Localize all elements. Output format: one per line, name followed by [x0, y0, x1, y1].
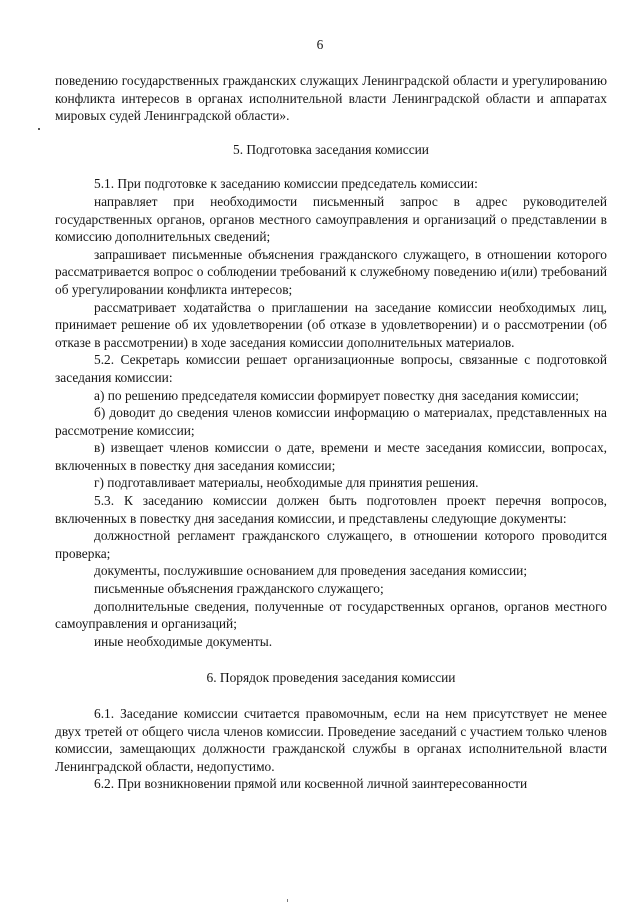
scan-speck — [287, 899, 288, 902]
paragraph-5-2: 5.2. Секретарь комиссии решает организационные вопросы, связанные с подготовкой заседания комиссии: — [55, 352, 607, 385]
paragraph-5-1: 5.1. При подготовке к заседанию комиссии председатель комиссии: — [94, 176, 478, 192]
list-item: г) подготавливает материалы, необходимые для принятия решения. — [94, 475, 479, 491]
list-item: а) по решению председателя комиссии формирует повестку дня заседания комиссии; — [94, 387, 579, 403]
list-item: рассматривает ходатайства о приглашении на заседание комиссии необходимых лиц, принимает решение об их удовлетворении (об отказе в удовлетворении) и о рассмотрении (об отказе в рассмотрении) в ходе заседания комиссии дополнительных материалов. — [55, 299, 607, 350]
list-item: должностной регламент гражданского служащего, в отношении которого проводится проверка; — [55, 528, 607, 561]
list-item: в) извещает членов комиссии о дате, времени и месте заседания комиссии, вопросах, включенных в повестку дня заседания комиссии; — [55, 440, 607, 473]
paragraph-6-2: 6.2. При возникновении прямой или косвенной личной заинтересованности — [94, 776, 528, 792]
list-item: запрашивает письменные объяснения гражданского служащего, в отношении которого рассматривается вопрос о соблюдении требований к служебному поведению и(или) требований об урегулировании конфликта интересов; — [55, 246, 607, 297]
page-number: 6 — [316, 37, 324, 52]
list-item: письменные объяснения гражданского служащего; — [94, 581, 384, 597]
section-6-heading: 6. Порядок проведения заседания комиссии — [206, 670, 456, 686]
section-5-heading: 5. Подготовка заседания комиссии — [233, 141, 429, 157]
paragraph-6-1: 6.1. Заседание комиссии считается правомочным, если на нем присутствует не менее двух третей от общего числа членов комиссии. Проведение заседаний с участием только членов комиссии, замещающих должности гражданской службы в органах исполнительной власти Ленинградской области, недопустимо. — [55, 706, 607, 774]
document-body — [55, 72, 607, 793]
list-item: направляет при необходимости письменный запрос в адрес руководителей государственных органов, органов местного самоуправления и организаций о представлении в комиссию дополнительных сведений; — [55, 193, 607, 245]
paragraph-5-3: 5.3. К заседанию комиссии должен быть подготовлен проект перечня вопросов, включенных в повестку дня заседания комиссии, и представлены следующие документы: — [55, 493, 607, 526]
list-item: документы, послужившие основанием для проведения заседания комиссии; — [94, 563, 528, 579]
scan-speck — [38, 128, 40, 130]
intro-paragraph: поведению государственных гражданских служащих Ленинградской области и урегулированию конфликта интересов в органах исполнительной власти Ленинградской области и аппаратах мировых судей Ленинградской области». — [55, 73, 607, 124]
list-item: иные необходимые документы. — [94, 633, 273, 649]
list-item: дополнительные сведения, полученные от государственных органов, органов местного самоуправления и организаций; — [55, 598, 607, 632]
list-item: б) доводит до сведения членов комиссии информацию о материалах, представленных на рассмотрение комиссии; — [55, 405, 607, 438]
